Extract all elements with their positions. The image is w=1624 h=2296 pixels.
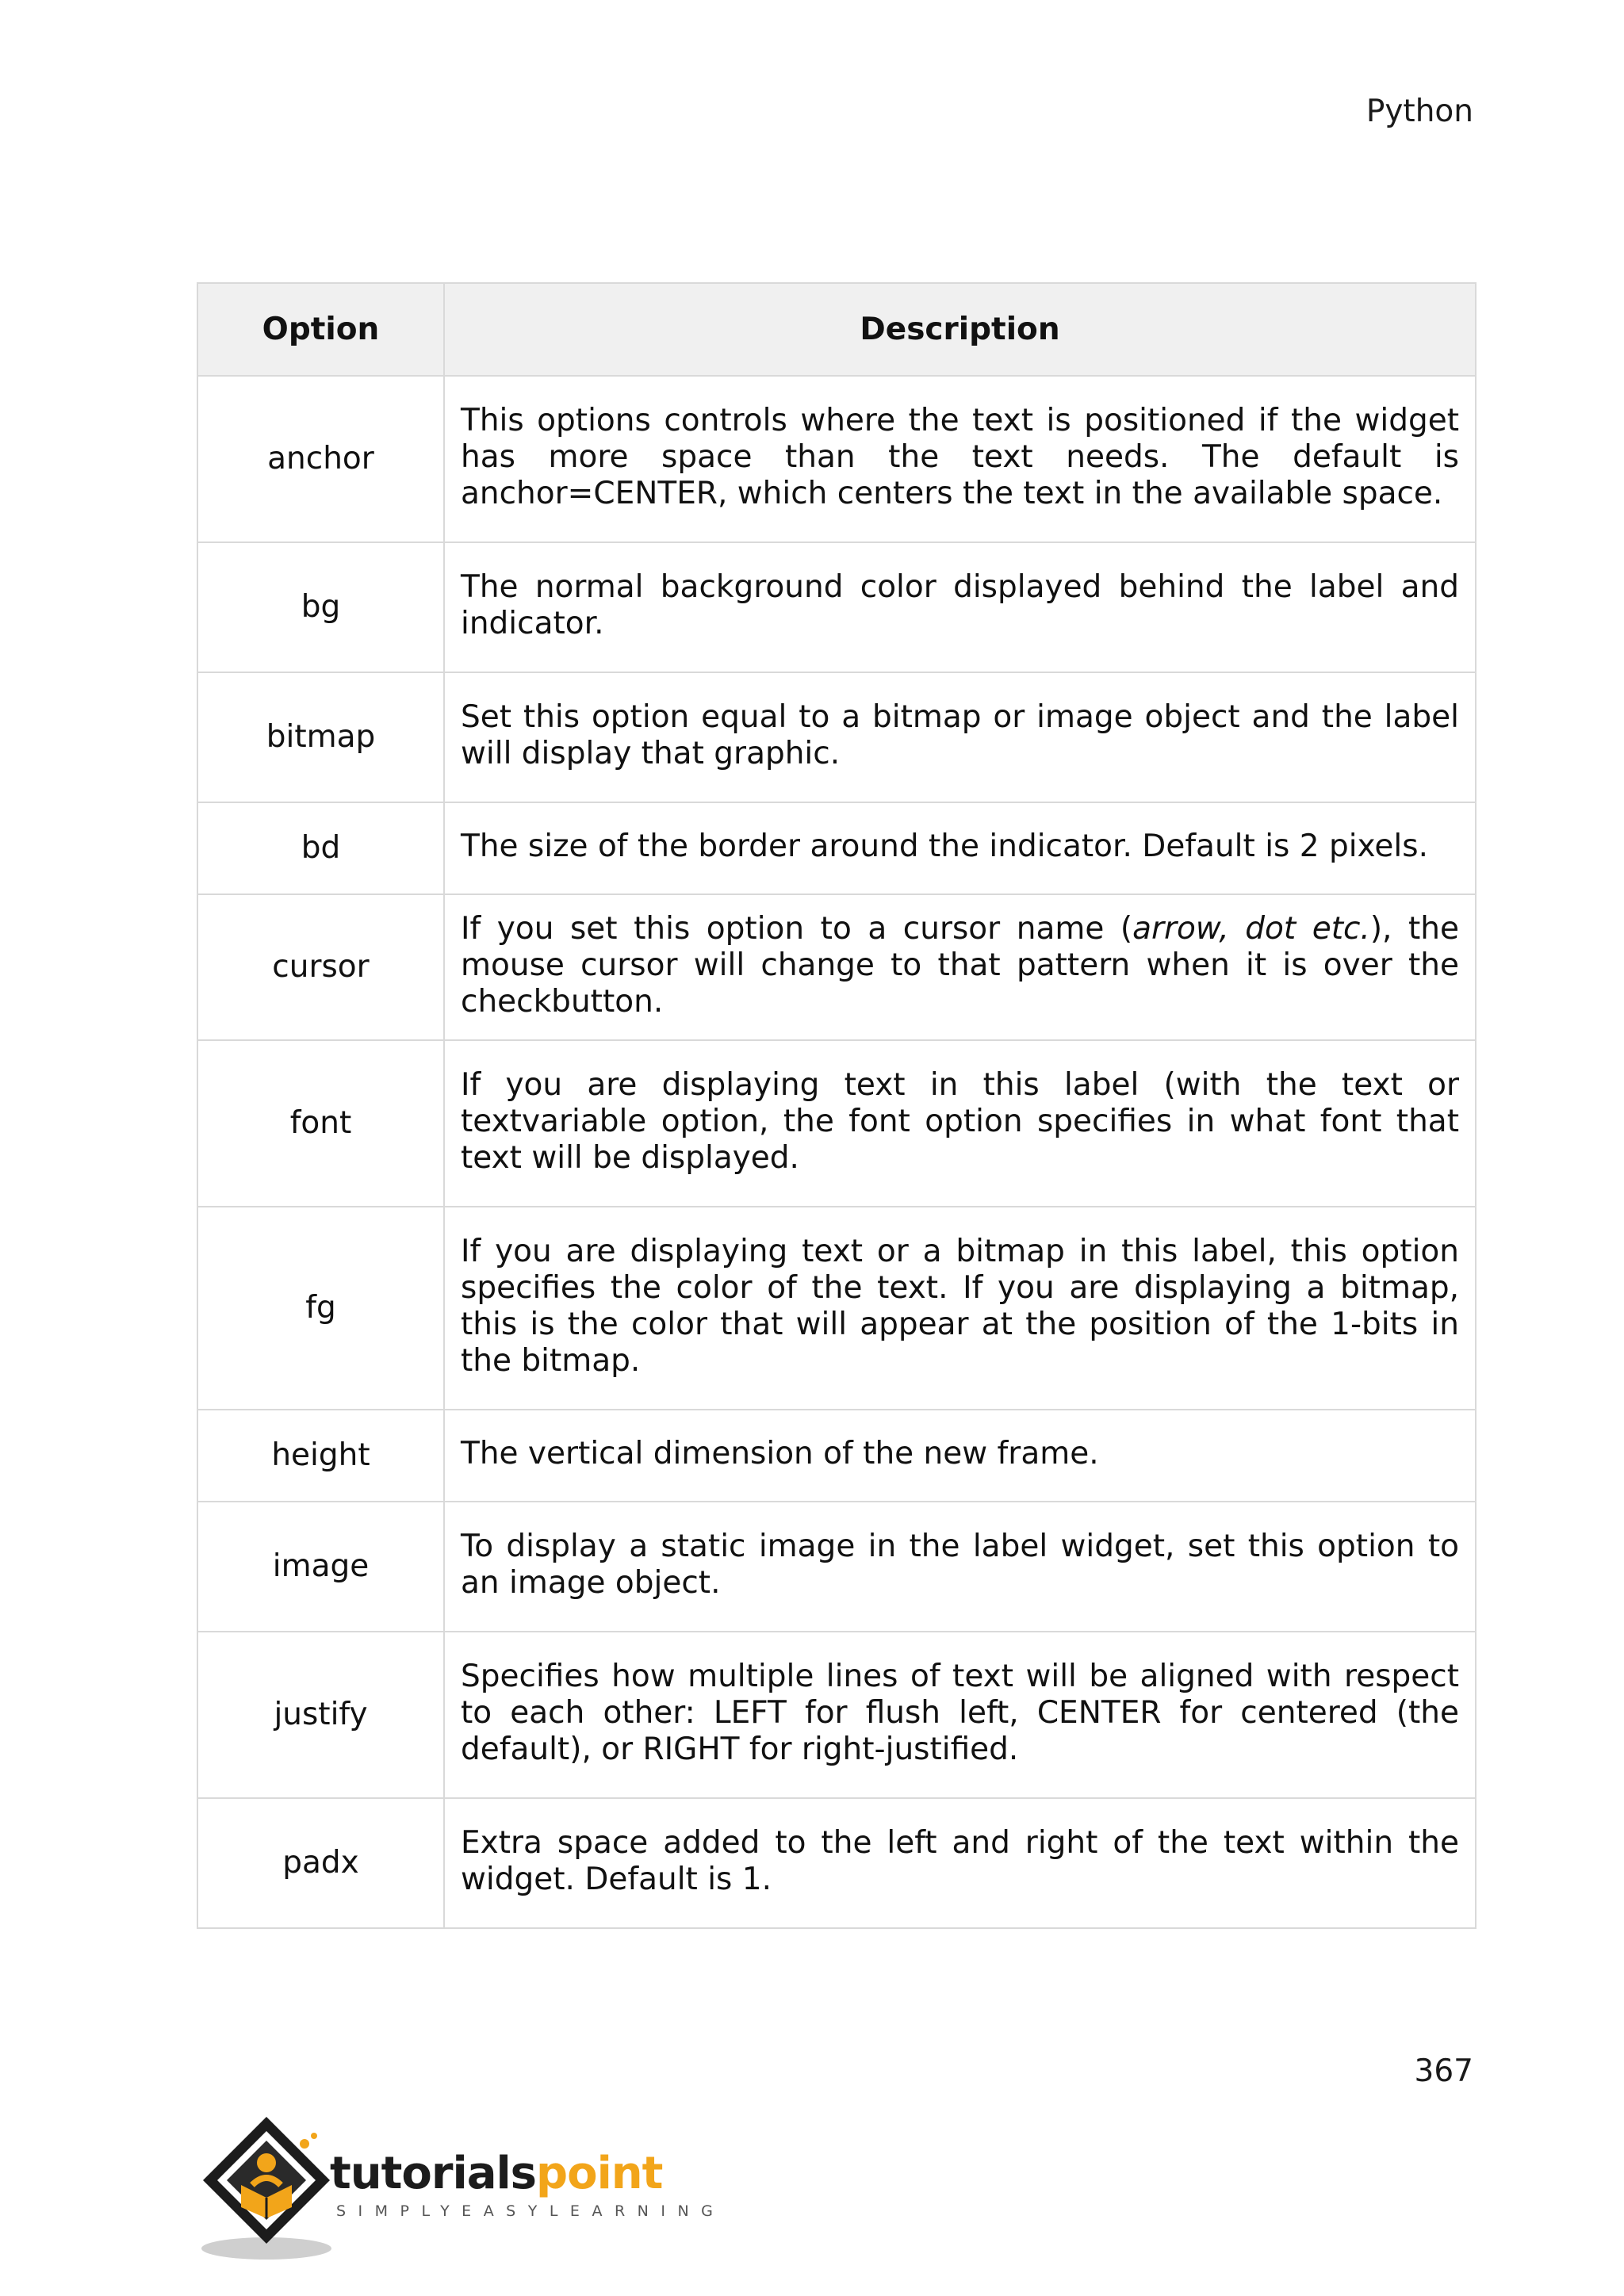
column-header-option: Option bbox=[197, 283, 444, 376]
option-description: If you are displaying text in this label (with the text or textvariable option, the font option specifies in what font that text will be displayed. bbox=[444, 1040, 1476, 1207]
table-row bbox=[197, 1798, 1476, 1928]
option-name: bg bbox=[197, 542, 444, 672]
logo-wordmark bbox=[330, 2150, 662, 2198]
option-description: If you are displaying text or a bitmap in this label, this option specifies the color of the text. If you are displaying a bitmap, this is the color that will appear at the position of the 1-bits in the bitmap. bbox=[444, 1207, 1476, 1410]
table-row bbox=[197, 802, 1476, 894]
table-row bbox=[197, 894, 1476, 1040]
option-name: height bbox=[197, 1410, 444, 1502]
table-row bbox=[197, 1040, 1476, 1207]
logo-wordmark-part1: tutorials bbox=[330, 2148, 537, 2199]
option-name: justify bbox=[197, 1632, 444, 1798]
option-description bbox=[444, 894, 1476, 1040]
table-row bbox=[197, 1410, 1476, 1502]
option-name: cursor bbox=[197, 894, 444, 1040]
option-description: Specifies how multiple lines of text will be aligned with respect to each other: LEFT for flush left, CENTER for centered (the default), or RIGHT for right-justified. bbox=[444, 1632, 1476, 1798]
column-header-description: Description bbox=[444, 283, 1476, 376]
table-row bbox=[197, 542, 1476, 672]
option-name: anchor bbox=[197, 376, 444, 542]
option-description: To display a static image in the label widget, set this option to an image object. bbox=[444, 1502, 1476, 1632]
option-description: The vertical dimension of the new frame. bbox=[444, 1410, 1476, 1502]
description-text-italic: arrow, dot etc. bbox=[1132, 911, 1370, 947]
option-name: bd bbox=[197, 802, 444, 894]
description-text-start: If you set this option to a cursor name ( bbox=[461, 911, 1133, 947]
logo-tagline: SIMPLYEASYLEARNING bbox=[336, 2202, 726, 2220]
option-description: Set this option equal to a bitmap or image object and the label will display that graphic. bbox=[444, 672, 1476, 802]
page-header-title: Python bbox=[1365, 94, 1473, 129]
option-description: This options controls where the text is positioned if the widget has more space than the text needs. The default is anchor=CENTER, which centers the text in the available space. bbox=[444, 376, 1476, 542]
option-name: font bbox=[197, 1040, 444, 1207]
option-name: image bbox=[197, 1502, 444, 1632]
table-row bbox=[197, 376, 1476, 542]
page-number: 367 bbox=[1414, 2053, 1473, 2089]
description-text-end: ), the mouse cursor will change to that pattern when it is over the checkbutton. bbox=[461, 911, 1459, 1020]
option-description: The normal background color displayed behind the label and indicator. bbox=[444, 542, 1476, 672]
table-row bbox=[197, 672, 1476, 802]
option-description: Extra space added to the left and right of the text within the widget. Default is 1. bbox=[444, 1798, 1476, 1928]
option-name: padx bbox=[197, 1798, 444, 1928]
logo-wordmark-part2: point bbox=[536, 2148, 663, 2199]
options-table bbox=[197, 282, 1477, 1929]
table-row bbox=[197, 1502, 1476, 1632]
table-row bbox=[197, 1207, 1476, 1410]
option-name: bitmap bbox=[197, 672, 444, 802]
table-header-row bbox=[197, 283, 1476, 376]
tutorialspoint-logo bbox=[195, 2109, 726, 2267]
table-row bbox=[197, 1632, 1476, 1798]
option-description: The size of the border around the indicator. Default is 2 pixels. bbox=[444, 802, 1476, 894]
option-name: fg bbox=[197, 1207, 444, 1410]
